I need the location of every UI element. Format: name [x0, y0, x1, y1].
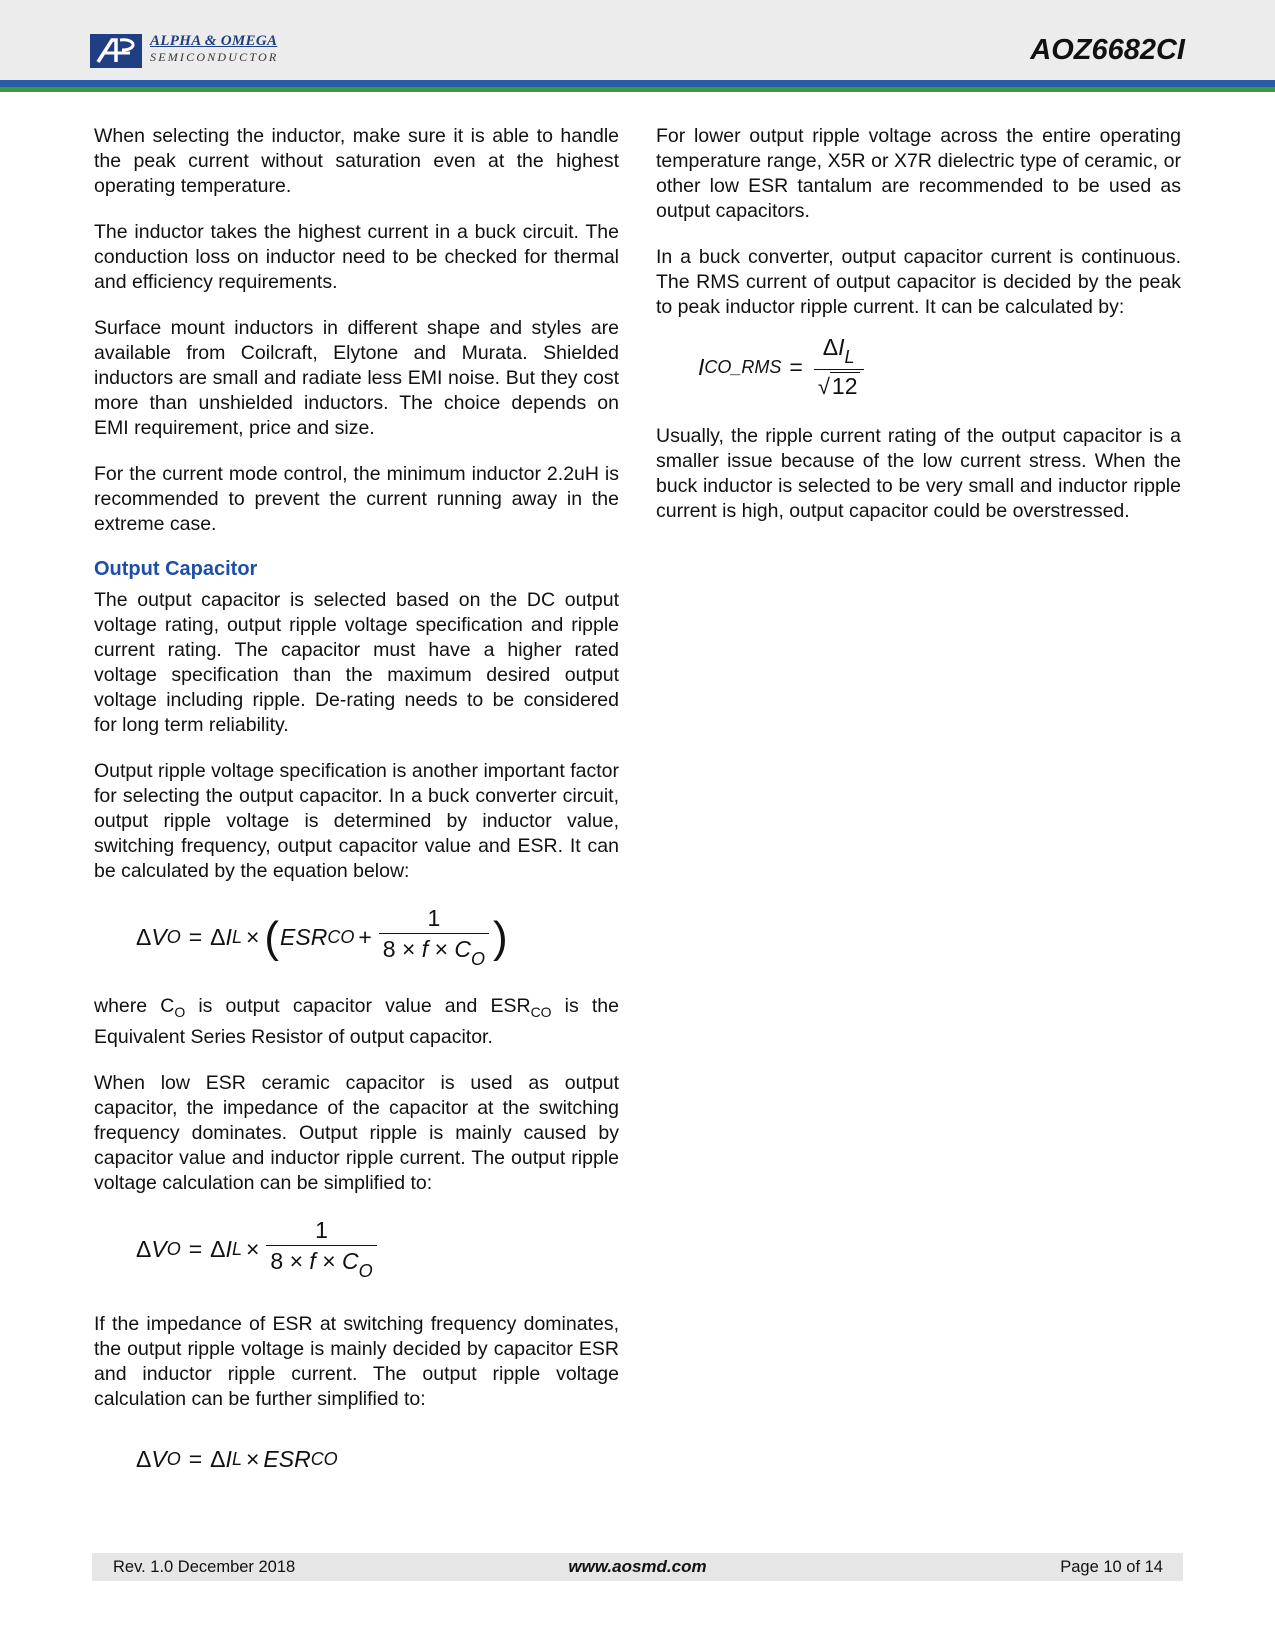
page-header — [0, 0, 1275, 80]
text-run: where C — [94, 995, 175, 1017]
text-run: is the Equivalent Series Resistor of output capacitor. — [94, 995, 619, 1048]
eq-sub: L — [844, 347, 855, 367]
eq-sub: O — [166, 1238, 181, 1259]
company-name-line1: ALPHA & OMEGA — [150, 33, 278, 49]
company-name — [150, 33, 278, 65]
eq-times: × — [245, 924, 260, 950]
eq-denominator — [379, 933, 489, 970]
paragraph: When low ESR ceramic capacitor is used as output capacitor, the impedance of the capacitor at the switching frequency dominates. Output ripple is mainly caused by capacitor value and inductor ripple current. The output ripple voltage calculation can be simplified to: — [94, 1071, 619, 1194]
eq-sub: L — [231, 927, 242, 947]
paragraph: If the impedance of ESR at switching frequency dominates, the output ripple voltage is mainly decided by capacitor ESR and inductor ripple current. The output ripple voltage calculation can be further simplified to: — [94, 1312, 619, 1410]
eq-times: × — [322, 1247, 336, 1274]
eq-paren-left: ( — [264, 912, 280, 962]
eq-var: V — [151, 924, 167, 950]
eq-paren-right: ) — [493, 912, 508, 962]
eq-var: V — [151, 1445, 167, 1472]
sqrt-icon: √ — [817, 374, 830, 399]
eq-plus: + — [358, 924, 372, 950]
text-run: is output capacitor value and ESR — [185, 995, 531, 1017]
eq-delta: Δ — [136, 1235, 152, 1262]
eq-delta: Δ — [136, 924, 152, 950]
eq-sub: O — [166, 1448, 181, 1469]
eq-var: ESR — [263, 1445, 311, 1472]
left-column — [94, 124, 619, 1493]
eq-delta: Δ — [822, 334, 839, 360]
paragraph: For lower output ripple voltage across the entire operating temperature range, X5R or X7R dielectric type of ceramic, or other low ESR tantalum are recommended to be used as output capacitors. — [656, 125, 1181, 222]
eq-var: I — [225, 924, 232, 950]
eq-sub: O — [358, 1260, 373, 1281]
page-footer — [92, 1553, 1183, 1581]
equation-ripple-capacitive — [136, 1217, 619, 1282]
header-divider-blue — [0, 80, 1275, 87]
text-sub: O — [174, 1003, 186, 1020]
eq-times: × — [289, 1247, 304, 1274]
eq-sub: CO — [327, 927, 355, 947]
eq-sub: L — [231, 1448, 242, 1469]
paragraph: Output ripple voltage specification is another important factor for selecting the output capacitor. In a buck converter circuit, output ripple voltage is determined by inductor value, switching frequency, output capacitor value and ESR. It can be calculated by the equation below: — [94, 760, 619, 882]
eq-denominator — [266, 1245, 376, 1282]
paragraph: In a buck converter, output capacitor current is continuous. The RMS current of output capacitor is decided by the peak to peak inductor ripple current. It can be calculated by: — [656, 246, 1181, 318]
eq-times: × — [434, 936, 449, 962]
eq-fraction — [814, 334, 864, 400]
eq-sqrt — [818, 372, 860, 400]
eq-var: ESR — [280, 924, 328, 950]
equation-ripple-full — [136, 905, 619, 970]
eq-equals: = — [789, 353, 803, 380]
eq-var: I — [225, 1235, 232, 1262]
paragraph: For the current mode control, the minimum inductor 2.2uH is recommended to prevent the current running away in the extreme case. — [94, 463, 619, 535]
paragraph: The output capacitor is selected based on the DC output voltage rating, output ripple voltage specification and ripple current rating. The capacitor must have a higher rated voltage specification than the maximum desired output voltage including ripple. De-rating needs to be considered for long term reliability. — [94, 589, 619, 736]
company-name-line2: SEMICONDUCTOR — [150, 50, 279, 64]
eq-var: f — [421, 936, 429, 962]
eq-var: f — [309, 1247, 316, 1274]
eq-sub: CO — [310, 1448, 338, 1469]
eq-denominator — [814, 369, 864, 400]
section-heading: Output Capacitor — [94, 558, 258, 580]
eq-numerator: 1 — [315, 1216, 328, 1243]
eq-const: 8 — [270, 1247, 284, 1274]
paragraph: Surface mount inductors in different shape and styles are available from Coilcraft, Elytone and Murata. Shielded inductors are small and radiate less EMI noise. But they cost more than unshielded inductors. The choice depends on EMI requirement, price and size. — [94, 317, 619, 439]
header-divider-green — [0, 87, 1275, 92]
part-number: AOZ6682CI — [1030, 34, 1185, 66]
eq-sub: O — [471, 949, 486, 969]
page-number: Page 10 of 14 — [1060, 1558, 1163, 1576]
eq-var: I — [698, 353, 705, 380]
eq-var: I — [838, 334, 845, 360]
equation-rms-current — [698, 334, 1181, 400]
equation-ripple-esr — [136, 1446, 619, 1473]
eq-numerator: 1 — [427, 905, 441, 931]
eq-delta: Δ — [210, 1235, 226, 1262]
paragraph — [94, 994, 619, 1050]
eq-const: 8 — [382, 936, 396, 962]
eq-var: C — [342, 1247, 359, 1274]
eq-equals: = — [188, 1445, 203, 1472]
eq-sub: O — [166, 927, 181, 947]
eq-delta: Δ — [210, 924, 226, 950]
eq-sub: CO_RMS — [704, 356, 782, 377]
text-sub: CO — [530, 1003, 552, 1020]
eq-var: I — [225, 1445, 232, 1472]
revision-label: Rev. 1.0 December 2018 — [113, 1558, 296, 1576]
paragraph: The inductor takes the highest current in a buck circuit. The conduction loss on inductor need to be checked for thermal and efficiency requirements. — [94, 221, 619, 293]
eq-fraction — [379, 905, 489, 970]
eq-fraction — [266, 1217, 376, 1282]
company-logo-icon — [90, 34, 142, 68]
eq-times: × — [401, 936, 416, 962]
eq-equals: = — [188, 1235, 203, 1262]
eq-const: 12 — [831, 373, 858, 399]
eq-delta: Δ — [136, 1445, 152, 1472]
eq-sub: L — [231, 1238, 242, 1259]
eq-delta: Δ — [210, 1445, 226, 1472]
eq-var: V — [151, 1235, 167, 1262]
website-link[interactable]: www.aosmd.com — [568, 1557, 707, 1576]
eq-times: × — [245, 1445, 260, 1472]
right-column — [656, 124, 1181, 545]
paragraph: Usually, the ripple current rating of the output capacitor is a smaller issue because of the low current stress. When the buck inductor is selected to be very small and inductor ripple current is high, output capacitor could be overstressed. — [656, 425, 1181, 522]
paragraph: When selecting the inductor, make sure it is able to handle the peak current without saturation even at the highest operating temperature. — [94, 125, 619, 197]
eq-numerator — [819, 334, 859, 369]
eq-equals: = — [188, 924, 203, 950]
eq-var: C — [454, 936, 472, 962]
eq-times: × — [245, 1235, 260, 1262]
